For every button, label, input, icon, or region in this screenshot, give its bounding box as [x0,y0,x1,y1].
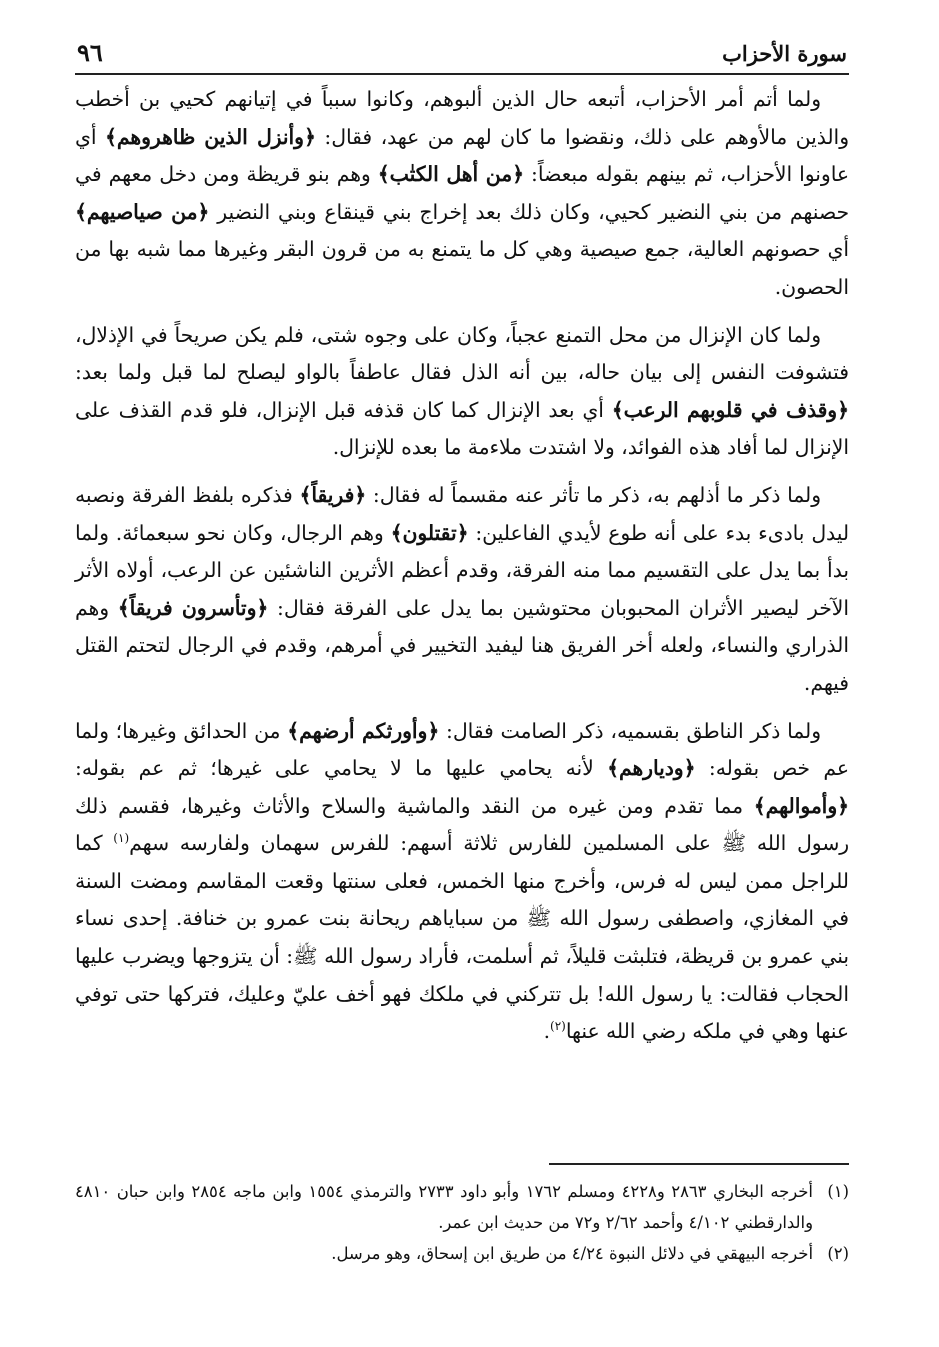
text-run: أي حصونهم العالية، جمع صيصية وهي كل ما يتمنع به من قرون البقر وغيرها مما شبه بها من الحصون. [75,237,849,299]
footnote-text: أخرجه البيهقي في دلائل النبوة ٤/٢٤ من طريق ابن إسحاق، وهو مرسل. [331,1244,813,1263]
text-run: لأنه يحامي عليها ما لا يحامي على غيرها؛ ثم عم بقوله: [75,756,608,781]
text-run: ولما ذكر ما أذلهم به، ذكر ما تأثر عنه مقسماً له فقال: [366,482,821,507]
page-number: ٩٦ [77,38,103,67]
text-run: مما تقدم ومن غيره من النقد والماشية والسلاح والأثاث وغيرها، فقسم ذلك رسول الله ﷺ على المسلمين للفارس ثلاثة أسهم: للفرس سهمان ولفارسه سهم [75,793,849,856]
text-run: وهم بنو قريظة ومن دخل معهم في حصنهم من بني النضير كحيي، وكان ذلك بعد إخراج بني قينقاع وبني النضير [75,162,850,224]
paragraph [75,317,849,467]
text-run: أي بعد الإنزال كما كان قذفه قبل الإنزال، فلو قدم القذف على الإنزال لما أفاد هذه الفوائد، ولا اشتدت ملاءمة ما بعده للإنزال. [75,397,849,460]
page-header [75,38,849,75]
footnote-marker: (١) [827,1182,849,1201]
quran-quote: ﴿وتأسرون فريقاً﴾ [117,595,269,620]
text-run: . [543,1019,551,1044]
quran-quote: ﴿وأموالهم﴾ [753,793,849,818]
footnote-ref: (١) [113,831,130,846]
quran-quote: ﴿وقذف في قلوبهم الرعب﴾ [611,397,849,422]
body-text [75,81,849,1051]
paragraph [75,477,849,703]
quran-quote: ﴿تقتلون﴾ [390,520,469,545]
footnote-text: أخرجه البخاري ٢٨٦٣ و٤٢٢٨ ومسلم ١٧٦٢ وأبو داود ٢٧٣٣ والترمذي ١٥٥٤ وابن ماجه ٢٨٥٤ وابن حبان ٤٨١٠ والدارقطني ٤/١٠٢ وأحمد ٢/٦٢ و٧٢ من حديث ابن عمر. [75,1182,813,1232]
footnote [75,1238,849,1269]
quran-quote: ﴿فريقاً﴾ [299,482,367,507]
footnote-marker: (٢) [827,1244,849,1263]
text-run: من الحدائق وغيرها؛ ولما عم خص بقوله: [75,718,849,781]
footnotes [75,1176,849,1269]
quran-quote: ﴿وديارهم﴾ [607,756,696,781]
footnote-divider [549,1163,849,1165]
paragraph [75,81,849,307]
text-run: وهم الذراري والنساء، ولعله أخر الفريق هنا ليفيد التخيير في أمرهم، وقدم في الرجال لتحتم القتل فيهم. [75,595,849,695]
footnote-ref: (٢) [550,1019,566,1034]
paragraph [75,713,849,1051]
quran-quote: ﴿من أهل الكتٰب﴾ [377,162,524,187]
text-run: ولما ذكر الناطق بقسميه، ذكر الصامت فقال: [439,718,821,743]
text-run: ولما أتم أمر الأحزاب، أتبعه حال الذين ألبوهم، وكانوا سبباً في إتيانهم كحيي بن أخطب والذين مالأوهم على ذلك، ونقضوا ما كان لهم من عهد، فقال: [75,87,849,149]
text-run: أي عاونوا الأحزاب، ثم بينهم بقوله مبعضاً: [75,124,850,187]
quran-quote: ﴿وأنزل الذين ظاهروهم﴾ [105,124,316,149]
text-run: ولما كان الإنزال من محل التمنع عجباً، وكان على وجوه شتى، فلم يكن صريحاً في الإذلال، فتشوفت النفس إلى بيان حاله، بين أنه الذل فقال عاطفاً بالواو ليصلح لما قبل ولما بعد: [75,322,849,385]
quran-quote: ﴿من صياصيهم﴾ [75,199,210,224]
surah-title: سورة الأحزاب [722,41,847,66]
text-run: وهم الرجال، وكان نحو سبعمائة. ولما بدأ بما يدل على التقسيم مما منه الفرقة، وقدم أعظم الأثرين الناشئين عن الرعب، أولاه الأثر الآخر ليصير الأثران المحبوبان محتوشين بما يدل على الفرقة فقال: [75,520,849,620]
quran-quote: ﴿وأورثكم أرضهم﴾ [287,718,440,743]
text-run: كما للراجل ممن ليس له فرس، وأخرج منها الخمس، فعلى سنتها وقعت المقاسم ومضت السنة في المغازي، واصطفى رسول الله ﷺ من سباياهم ريحانة بنت عمرو بن خنافة. إحدى نساء بني عمرو بن قريظة، فتلبثت قليلاً، ثم أسلمت، فأراد رسول الله ﷺ: أن يتزوجها ويضرب عليها الحجاب فقالت: يا رسول الله! بل تتركني في ملكك فهو أخف عليّ وعليك، فتركها حتى توفي عنها وهي في ملكه رضي الله عنها [75,831,849,1044]
footnote [75,1176,849,1238]
text-run: فذكره بلفظ الفرقة ونصبه ليدل بادىء بدء على أنه طوع لأيدي الفاعلين: [75,482,849,545]
